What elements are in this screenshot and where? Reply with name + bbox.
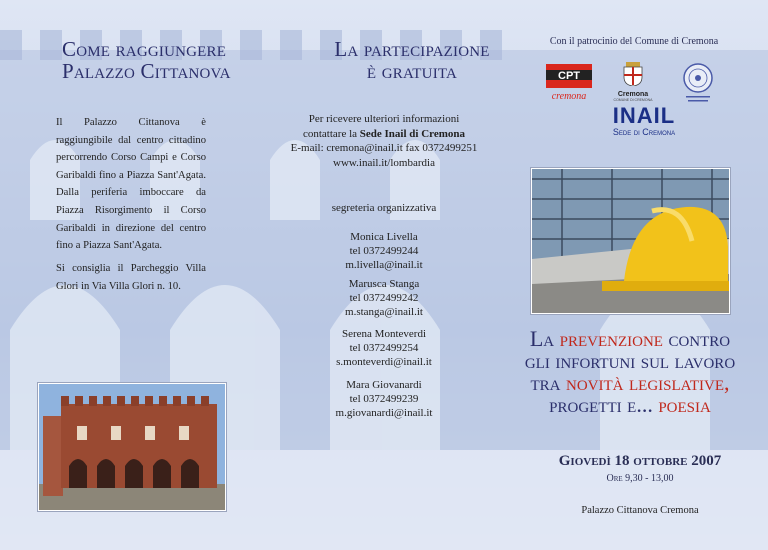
contact-name: Serena Monteverdi [342, 328, 426, 340]
seal-logo [680, 62, 716, 106]
contact-tel: tel 0372499244 [349, 245, 419, 258]
event-venue: Palazzo Cittanova Cremona [581, 505, 699, 516]
contact-name: Mara Giovanardi [346, 379, 422, 391]
helmet-photo [531, 168, 730, 314]
contact-email: s.monteverdi@inail.it [336, 356, 432, 369]
info-line: contattare la Sede Inail di Cremona [302, 127, 466, 140]
title-line: tra novità legislative, [530, 370, 730, 395]
inail-logo: INAIL Sede di Cremona [612, 103, 676, 137]
comune-cremona-logo: Cremona COMUNE DI CREMONA [610, 62, 656, 106]
title-line: progetti e... poesia [549, 392, 711, 417]
heading-line2: Palazzo Cittanova [62, 59, 231, 83]
contact-tel: tel 0372499254 [349, 342, 419, 355]
event-date: Giovedì 18 ottobre 2007 [558, 453, 722, 469]
contact-email: m.stanga@inail.it [345, 306, 423, 319]
event-time: Ore 9,30 - 13,00 [606, 473, 674, 484]
crest-icon [620, 62, 646, 86]
contact-email: m.giovanardi@inail.it [335, 407, 433, 420]
heading-line2: è gratuita [366, 59, 458, 83]
contact-card [256, 277, 512, 320]
parking-text: Si consiglia il Parcheggio Villa Glori in Via Villa Glori n. 10. [56, 263, 206, 292]
contact-card [256, 327, 512, 370]
title-line: gli infortuni sul lavoro [524, 348, 736, 373]
cpt-logo [546, 64, 592, 102]
info-email-fax: E-mail: cremona@inail.it fax 0372499251 [290, 142, 478, 155]
info-block [256, 112, 512, 170]
svg-text:cremona: cremona [551, 91, 587, 102]
directions-text: Il Palazzo Cittanova è raggiungibile dal centro cittadino percorrendo Corso Campi e Corso Garibaldi fino a Piazza Sant'Agata. Dalla periferia imboccare da Piazza Risorgimento il Corso Garibaldi in direzione del centro fino a Piazza Sant'Agata. [56, 117, 206, 252]
svg-text:CPT: CPT [558, 70, 580, 82]
contact-card [256, 378, 512, 421]
palazzo-photo [38, 383, 226, 511]
heading-line1: Come raggiungere [62, 37, 227, 61]
middle-panel [256, 0, 512, 550]
directions-heading [62, 38, 252, 82]
info-website: www.inail.it/lombardia [333, 156, 435, 169]
heading-line1: La partecipazione [334, 37, 490, 61]
contact-email: m.livella@inail.it [345, 259, 423, 272]
secretariat-label: segreteria organizzativa [331, 202, 437, 214]
sede-inail-label: Sede Inail di Cremona [359, 127, 466, 140]
contact-tel: tel 0372499239 [349, 393, 419, 406]
contact-name: Marusca Stanga [348, 278, 420, 290]
left-panel [0, 0, 256, 550]
contact-tel: tel 0372499242 [349, 292, 419, 305]
info-line: Per ricevere ulteriori informazioni [308, 113, 460, 125]
title-line: La prevenzione contro [529, 326, 731, 351]
contact-name: Monica Livella [350, 231, 418, 243]
patronage-text: Con il patrocinio del Comune di Cremona [549, 36, 719, 47]
participation-heading [317, 38, 507, 82]
event-title [520, 328, 740, 416]
contact-card [256, 230, 512, 273]
